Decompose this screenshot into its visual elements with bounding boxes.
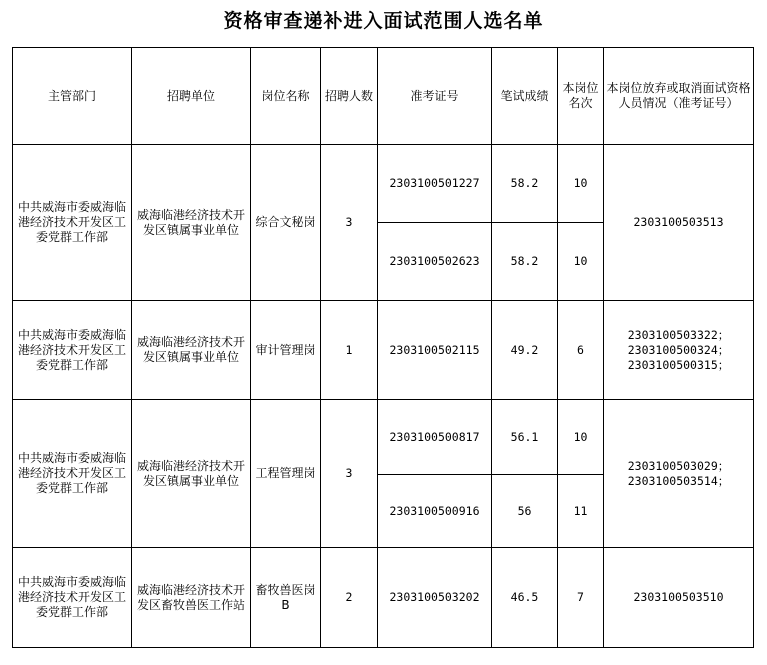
rank-cell: 10 [558,223,604,301]
header-unit: 招聘单位 [132,48,251,145]
unit-cell: 威海临港经济技术开发区镇属事业单位 [132,400,251,548]
count-cell: 2 [321,548,378,648]
score-cell: 58.2 [492,223,558,301]
candidate-table [12,47,754,648]
ticket-cell: 2303100503202 [378,548,492,648]
table-row [13,145,754,223]
table-row [13,301,754,400]
score-cell: 56.1 [492,400,558,475]
forfeit-cell: 2303100503322； 2303100500324； 2303100500315； [604,301,754,400]
forfeit-cell: 2303100503510 [604,548,754,648]
position-cell: 审计管理岗 [251,301,321,400]
ticket-cell: 2303100500916 [378,475,492,548]
score-cell: 49.2 [492,301,558,400]
position-cell: 工程管理岗 [251,400,321,548]
dept-cell: 中共威海市委威海临港经济技术开发区工委党群工作部 [13,400,132,548]
dept-cell: 中共威海市委威海临港经济技术开发区工委党群工作部 [13,301,132,400]
unit-cell: 威海临港经济技术开发区镇属事业单位 [132,145,251,301]
count-cell: 1 [321,301,378,400]
rank-cell: 7 [558,548,604,648]
rank-cell: 10 [558,400,604,475]
rank-cell: 10 [558,145,604,223]
dept-cell: 中共威海市委威海临港经济技术开发区工委党群工作部 [13,145,132,301]
score-cell: 56 [492,475,558,548]
dept-cell: 中共威海市委威海临港经济技术开发区工委党群工作部 [13,548,132,648]
header-dept: 主管部门 [13,48,132,145]
ticket-cell: 2303100501227 [378,145,492,223]
count-cell: 3 [321,400,378,548]
rank-cell: 11 [558,475,604,548]
header-rank: 本岗位名次 [558,48,604,145]
ticket-cell: 2303100502623 [378,223,492,301]
table-row [13,548,754,648]
header-score: 笔试成绩 [492,48,558,145]
forfeit-cell: 2303100503029； 2303100503514； [604,400,754,548]
position-cell: 畜牧兽医岗B [251,548,321,648]
score-cell: 58.2 [492,145,558,223]
unit-cell: 威海临港经济技术开发区畜牧兽医工作站 [132,548,251,648]
unit-cell: 威海临港经济技术开发区镇属事业单位 [132,301,251,400]
rank-cell: 6 [558,301,604,400]
score-cell: 46.5 [492,548,558,648]
ticket-cell: 2303100502115 [378,301,492,400]
header-forfeit: 本岗位放弃或取消面试资格人员情况（准考证号） [604,48,754,145]
forfeit-cell: 2303100503513 [604,145,754,301]
position-cell: 综合文秘岗 [251,145,321,301]
header-ticket: 准考证号 [378,48,492,145]
ticket-cell: 2303100500817 [378,400,492,475]
header-position: 岗位名称 [251,48,321,145]
header-count: 招聘人数 [321,48,378,145]
count-cell: 3 [321,145,378,301]
page-title: 资格审查递补进入面试范围人选名单 [223,10,544,32]
table-row [13,400,754,475]
header-row [13,48,754,145]
